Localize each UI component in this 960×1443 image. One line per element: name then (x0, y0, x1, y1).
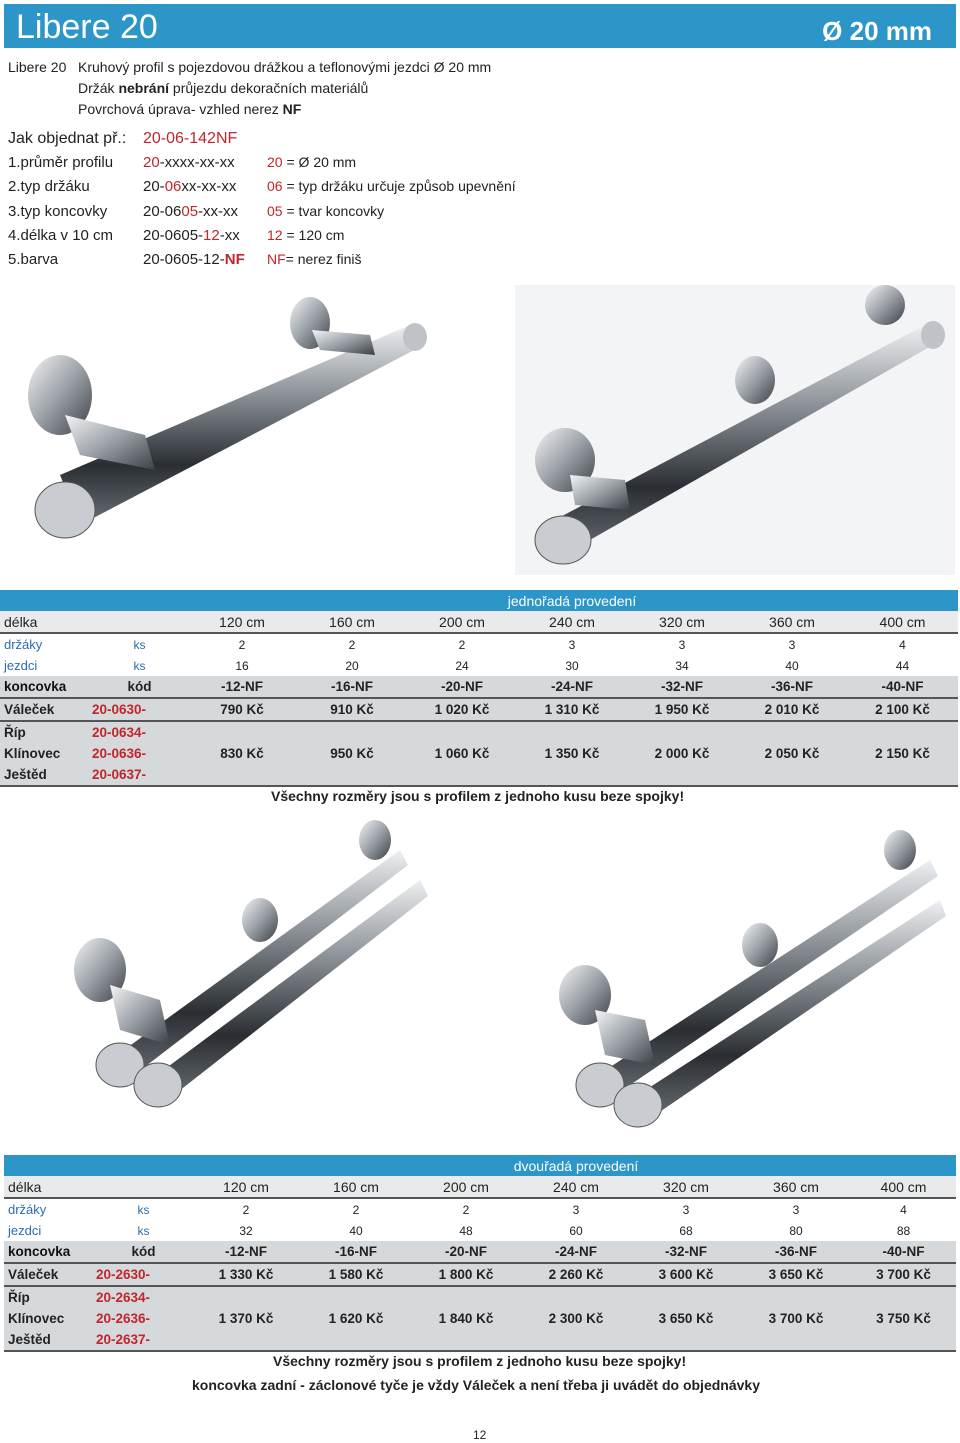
page-header (4, 4, 956, 48)
double-rod-image-left (40, 820, 440, 1120)
riders-row: jezdci ks 16 20 24 30 34 40 44 (0, 655, 958, 676)
jested-row: Ještěd 20-2637- (4, 1329, 956, 1351)
table-banner (0, 590, 958, 611)
rip-row: Říp 20-2634- (4, 1286, 956, 1308)
klinovec-row: Klínovec 20-0636- 830 Kč 950 Kč 1 060 Kč 1 350 Kč 2 000 Kč 2 050 Kč 2 150 Kč (0, 743, 958, 764)
klinovec-row: Klínovec 20-2636- 1 370 Kč 1 620 Kč 1 840 Kč 2 300 Kč 3 650 Kč 3 700 Kč 3 750 Kč (4, 1308, 956, 1329)
double-rod-image-right (540, 830, 950, 1130)
end-code-row: koncovka kód -12-NF -16-NF -20-NF -24-NF -32-NF -36-NF -40-NF (4, 1241, 956, 1263)
ordering-guide (8, 130, 628, 280)
single-rod-image-left (20, 285, 450, 575)
page-number: 12 (473, 1428, 487, 1442)
order-example: 20-06-142NF (143, 130, 238, 147)
length-row: délka 120 cm 160 cm 200 cm 240 cm 320 cm 360 cm 400 cm (4, 1176, 956, 1198)
riders-row: jezdci ks 32 40 48 60 68 80 88 (4, 1220, 956, 1241)
holders-row: držáky ks 2 2 2 3 3 3 4 (4, 1198, 956, 1220)
intro-line-3: Povrchová úprava- vzhled nerez NF (78, 101, 302, 117)
page-title: Libere 20 (16, 8, 158, 46)
banner-label: dvouřadá provedení (411, 1155, 741, 1176)
holders-row: držáky ks 2 2 2 3 3 3 4 (0, 633, 958, 655)
order-row-2: 2.typ držáku 20-06xx-xx-xx 06 = typ držáku určuje způsob upevnění (8, 178, 516, 195)
order-title: Jak objednat př.: (8, 130, 127, 147)
order-row-4: 4.délka v 10 cm 20-0605-12-xx 12 = 120 cm (8, 227, 345, 244)
table2-note: Všechny rozměry jsou s profilem z jednoho kusu beze spojky! (273, 1353, 687, 1369)
length-row: délka 120 cm 160 cm 200 cm 240 cm 320 cm 360 cm 400 cm (0, 611, 958, 633)
intro-label: Libere 20 (8, 59, 67, 75)
end-code-row: koncovka kód -12-NF -16-NF -20-NF -24-NF -32-NF -36-NF -40-NF (0, 676, 958, 698)
double-row-price-table (4, 1155, 956, 1352)
single-rod-image-right (515, 285, 955, 575)
table-banner (4, 1155, 956, 1176)
order-row-3: 3.typ koncovky 20-0605-xx-xx 05 = tvar koncovky (8, 203, 385, 220)
banner-label: jednořadá provedení (407, 590, 737, 611)
table2-note-2: koncovka zadní - záclonové tyče je vždy Váleček a není třeba ji uvádět do objednávky (192, 1377, 760, 1393)
intro-line-2: Držák nebrání průjezdu dekoračních materiálů (78, 80, 369, 96)
single-row-price-table (0, 590, 958, 787)
table1-note: Všechny rozměry jsou s profilem z jednoho kusu beze spojky! (271, 788, 685, 804)
rip-row: Říp 20-0634- (0, 721, 958, 743)
intro-line-1: Kruhový profil s pojezdovou drážkou a teflonovými jezdci Ø 20 mm (78, 59, 492, 75)
order-title-row (8, 130, 628, 154)
valecek-row: Váleček 20-2630- 1 330 Kč 1 580 Kč 1 800 Kč 2 260 Kč 3 600 Kč 3 650 Kč 3 700 Kč (4, 1263, 956, 1286)
diameter-label: Ø 20 mm (822, 16, 932, 46)
order-row-5: 5.barva 20-0605-12-NF NF= nerez finiš (8, 251, 362, 268)
order-row-1: 1.průměr profilu 20-xxxx-xx-xx 20 = Ø 20 mm (8, 154, 357, 171)
jested-row: Ještěd 20-0637- (0, 764, 958, 786)
valecek-row: Váleček 20-0630- 790 Kč 910 Kč 1 020 Kč 1 310 Kč 1 950 Kč 2 010 Kč 2 100 Kč (0, 698, 958, 721)
